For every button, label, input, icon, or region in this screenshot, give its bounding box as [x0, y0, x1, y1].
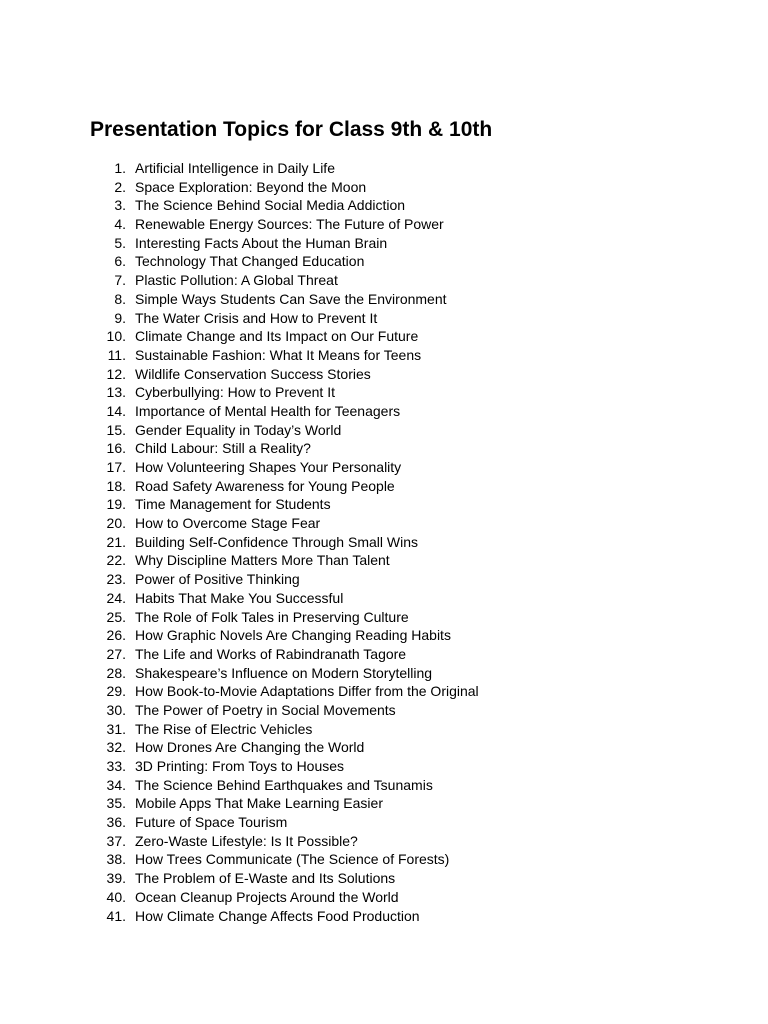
- list-item-text: Habits That Make You Successful: [135, 589, 344, 606]
- list-item-text: Cyberbullying: How to Prevent It: [135, 384, 335, 401]
- list-item-number: 5.: [114, 234, 126, 251]
- list-item-number: 13.: [106, 384, 126, 401]
- list-item-number: 33.: [106, 758, 126, 774]
- list-item-number: 36.: [106, 814, 126, 831]
- list-item-text: Why Discipline Matters More Than Talent: [135, 552, 390, 569]
- list-item-number: 10.: [106, 328, 126, 345]
- list-item-number: 25.: [106, 608, 126, 625]
- list-item-number: 37.: [106, 832, 126, 849]
- list-item-number: 17.: [106, 459, 126, 475]
- list-item-text: The Water Crisis and How to Prevent It: [135, 309, 378, 326]
- list-item-number: 22.: [106, 552, 126, 569]
- list-item-number: 1.: [114, 160, 126, 176]
- list-item-number: 4.: [114, 216, 126, 233]
- list-item-text: The Science Behind Earthquakes and Tsunamis: [135, 776, 433, 793]
- page-title: Presentation Topics for Class 9th & 10th: [90, 118, 493, 141]
- list-item-number: 16.: [106, 440, 126, 457]
- list-item-text: Building Self-Confidence Through Small Wins: [135, 533, 418, 550]
- list-item-number: 28.: [106, 664, 126, 681]
- list-item-text: Renewable Energy Sources: The Future of Power: [135, 216, 444, 233]
- list-item-text: Simple Ways Students Can Save the Environment: [135, 290, 447, 307]
- list-item-text: How Drones Are Changing the World: [135, 739, 365, 756]
- list-item-number: 35.: [106, 795, 126, 812]
- list-item-number: 12.: [106, 365, 126, 382]
- list-item-number: 20.: [106, 515, 126, 532]
- list-item-text: Future of Space Tourism: [135, 814, 288, 831]
- list-item-number: 41.: [106, 907, 126, 924]
- list-item-text: Time Management for Students: [135, 496, 331, 513]
- list-item-number: 29.: [106, 683, 126, 700]
- list-item-number: 24.: [106, 589, 126, 606]
- list-item-number: 6.: [114, 253, 126, 270]
- list-item-text: The Life and Works of Rabindranath Tagore: [135, 645, 407, 662]
- list-item-number: 9.: [114, 309, 126, 326]
- list-item-text: Technology That Changed Education: [135, 253, 365, 270]
- list-item-text: Climate Change and Its Impact on Our Future: [135, 328, 419, 345]
- list-item-number: 21.: [106, 533, 126, 550]
- list-item-text: The Rise of Electric Vehicles: [135, 720, 313, 737]
- list-item-number: 30.: [106, 701, 126, 718]
- list-item-text: How Graphic Novels Are Changing Reading Habits: [135, 627, 451, 644]
- list-item-text: How Book-to-Movie Adaptations Differ from the Original: [135, 683, 479, 700]
- list-item-number: 18.: [106, 477, 126, 494]
- list-item-number: 19.: [106, 496, 126, 513]
- list-item-number: 11.: [107, 346, 126, 363]
- list-item-text: Sustainable Fashion: What It Means for Teens: [135, 346, 422, 363]
- list-item-text: The Role of Folk Tales in Preserving Culture: [135, 608, 409, 625]
- list-item-text: Child Labour: Still a Reality?: [135, 440, 311, 457]
- list-item-text: The Problem of E-Waste and Its Solutions: [135, 870, 396, 887]
- list-item-number: 31.: [106, 720, 126, 737]
- list-item-number: 34.: [106, 776, 126, 793]
- list-item-text: The Power of Poetry in Social Movements: [135, 701, 396, 718]
- list-item-number: 7.: [114, 272, 126, 289]
- list-item-text: Road Safety Awareness for Young People: [135, 477, 395, 494]
- list-item-number: 32.: [106, 739, 126, 756]
- list-item-text: Artificial Intelligence in Daily Life: [135, 160, 335, 176]
- list-item-text: Gender Equality in Today’s World: [135, 421, 342, 438]
- list-item-text: How Climate Change Affects Food Production: [135, 907, 420, 924]
- list-item-number: 14.: [106, 402, 126, 419]
- list-item-number: 40.: [106, 888, 126, 905]
- list-item-number: 2.: [114, 178, 126, 195]
- list-item-text: Mobile Apps That Make Learning Easier: [135, 795, 383, 812]
- list-item-number: 3.: [114, 197, 126, 214]
- list-item-number: 38.: [106, 851, 126, 868]
- list-item-text: Power of Positive Thinking: [135, 571, 300, 588]
- list-item-text: The Science Behind Social Media Addiction: [135, 197, 406, 214]
- list-item-number: 15.: [106, 421, 126, 438]
- list-item-text: Wildlife Conservation Success Stories: [135, 365, 371, 382]
- list-item-text: Importance of Mental Health for Teenagers: [135, 402, 401, 419]
- list-item-text: How to Overcome Stage Fear: [135, 515, 321, 532]
- list-item-number: 39.: [106, 870, 126, 887]
- list-item-text: How Trees Communicate (The Science of Forests): [135, 851, 450, 868]
- list-item-number: 26.: [106, 627, 126, 644]
- list-item-text: Shakespeare’s Influence on Modern Storytelling: [135, 664, 433, 681]
- list-item-text: Ocean Cleanup Projects Around the World: [135, 888, 399, 905]
- list-item-text: Space Exploration: Beyond the Moon: [135, 178, 367, 195]
- list-item-text: Zero-Waste Lifestyle: Is It Possible?: [135, 832, 358, 849]
- list-item-text: Plastic Pollution: A Global Threat: [135, 272, 338, 289]
- list-item-text: How Volunteering Shapes Your Personality: [135, 459, 402, 475]
- list-item-text: 3D Printing: From Toys to Houses: [135, 758, 345, 774]
- list-item-number: 27.: [106, 645, 126, 662]
- list-item-number: 23.: [106, 571, 126, 588]
- list-item-text: Interesting Facts About the Human Brain: [135, 234, 388, 251]
- list-item-number: 8.: [114, 290, 126, 307]
